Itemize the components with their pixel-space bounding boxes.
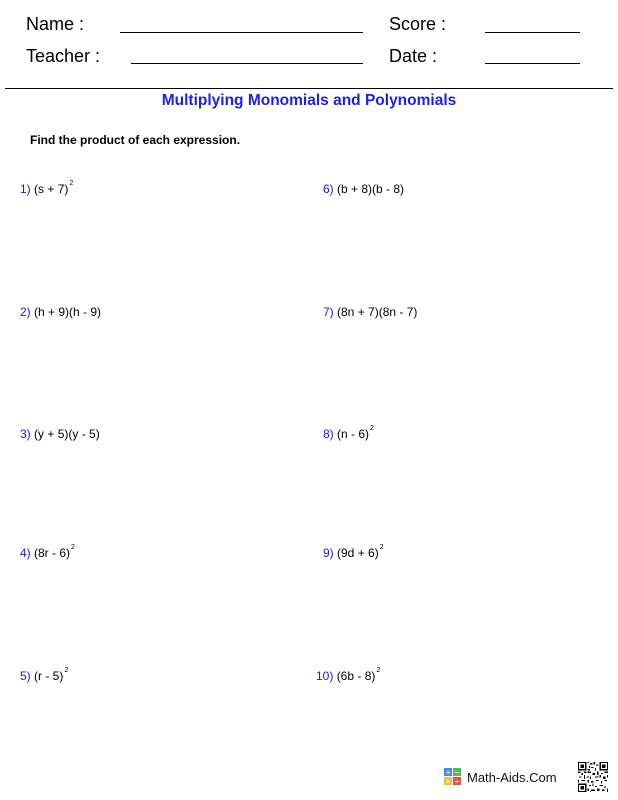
problem-expression: (9d + 6)	[337, 546, 379, 560]
svg-text:×: ×	[445, 777, 451, 785]
problem-number: 9)	[323, 546, 334, 560]
problem-exponent: 2	[370, 425, 374, 432]
problem-exponent: 2	[376, 667, 381, 674]
problem-10	[316, 669, 380, 683]
problem-number: 3)	[20, 427, 31, 441]
worksheet-title: Multiplying Monomials and Polynomials	[161, 92, 457, 109]
problem-exponent: 2	[71, 544, 75, 551]
site-name: Math-Aids.Com	[467, 770, 557, 785]
header-divider	[5, 88, 613, 89]
problem-1	[20, 182, 73, 196]
math-aids-logo-icon	[444, 768, 461, 785]
name-line[interactable]	[120, 32, 363, 33]
problem-7	[323, 305, 418, 319]
problem-exponent: 2	[64, 667, 69, 674]
problem-5	[20, 669, 68, 683]
problem-expression: (r - 5)	[34, 669, 64, 683]
svg-text:÷: ÷	[454, 777, 460, 785]
score-line[interactable]	[485, 32, 580, 33]
svg-text:+: +	[445, 768, 451, 777]
svg-text:−: −	[454, 768, 460, 777]
problem-expression: (s + 7)	[34, 182, 69, 196]
problem-expression: (b + 8)(b - 8)	[337, 182, 405, 196]
problem-number: 2)	[20, 305, 31, 319]
problem-6	[323, 182, 405, 196]
problem-number: 5)	[20, 669, 31, 683]
problem-3	[20, 427, 101, 441]
problem-number: 7)	[323, 305, 334, 319]
problem-number: 10)	[316, 669, 334, 683]
date-line[interactable]	[485, 63, 580, 64]
problem-number: 6)	[323, 182, 334, 196]
problem-number: 4)	[20, 546, 31, 560]
problem-expression: (h + 9)(h - 9)	[34, 305, 102, 319]
date-label: Date :	[389, 46, 438, 66]
problem-expression: (6b - 8)	[336, 669, 376, 683]
name-label: Name :	[26, 14, 85, 34]
teacher-label: Teacher :	[26, 46, 101, 66]
problem-4	[20, 546, 75, 560]
problem-number: 1)	[20, 182, 31, 196]
problem-exponent: 2	[69, 180, 74, 187]
problem-expression: (y + 5)(y - 5)	[34, 427, 100, 441]
teacher-line[interactable]	[131, 63, 363, 64]
problem-8	[323, 427, 374, 441]
qr-code-icon	[578, 762, 608, 792]
problem-expression: (8r - 6)	[34, 546, 71, 560]
score-label: Score :	[389, 14, 447, 34]
problem-9	[323, 546, 384, 560]
instructions: Find the product of each expression.	[30, 133, 241, 147]
problem-2	[20, 305, 102, 319]
problem-expression: (n - 6)	[337, 427, 370, 441]
problem-exponent: 2	[379, 544, 384, 551]
problem-number: 8)	[323, 427, 334, 441]
problem-expression: (8n + 7)(8n - 7)	[337, 305, 418, 319]
